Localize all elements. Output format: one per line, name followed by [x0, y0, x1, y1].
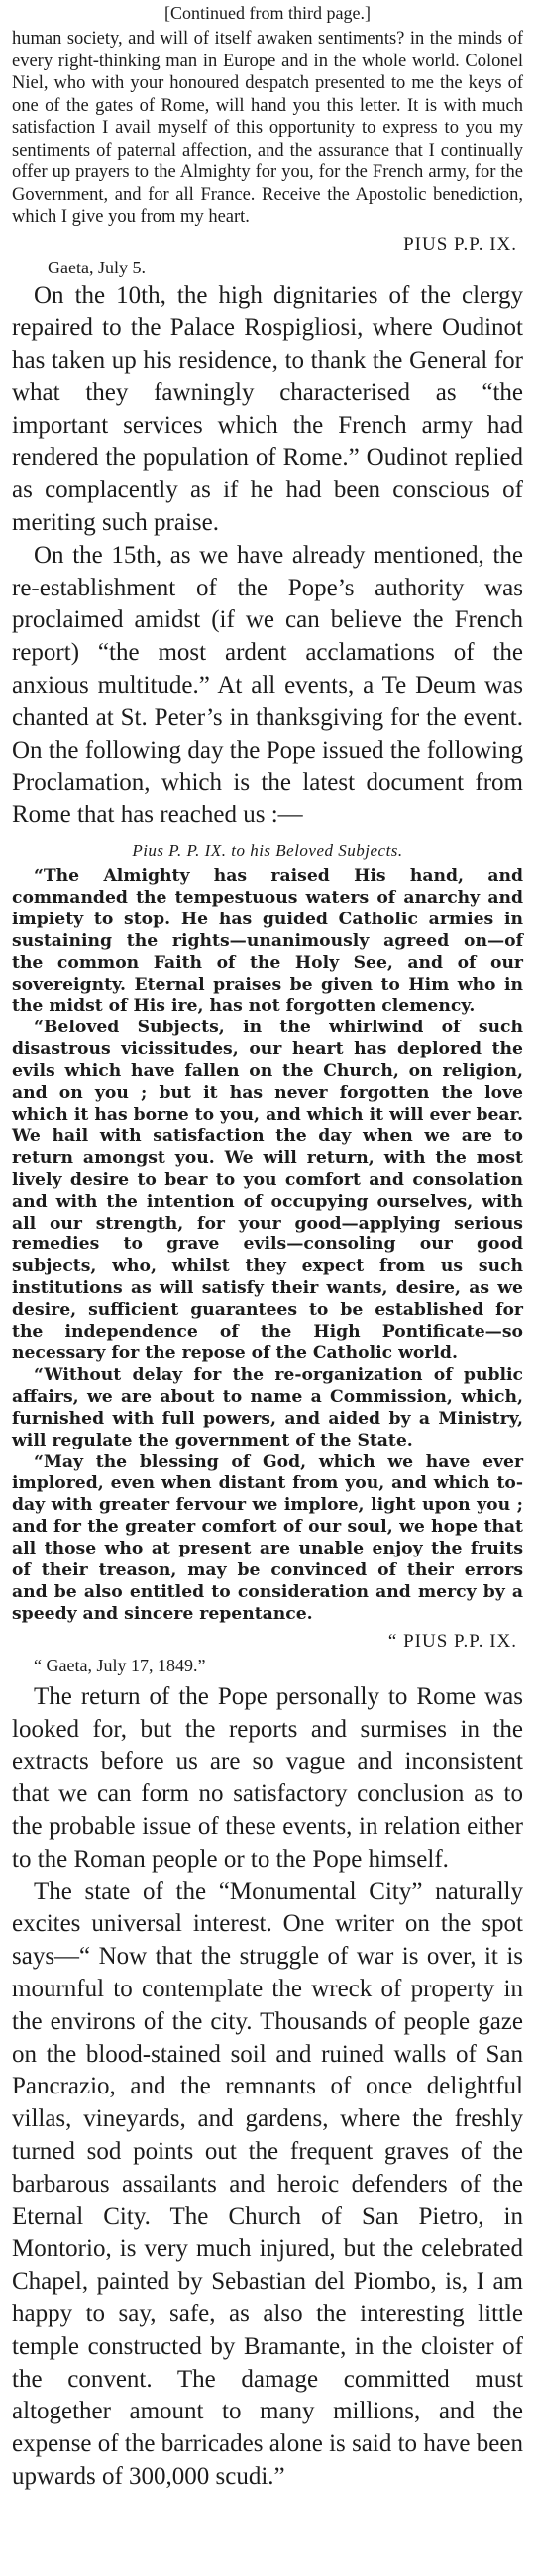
paragraph-return-of-pope: The return of the Pope personally to Rome was looked for, but the reports and surmises in the extracts before us are so vague and inconsistent that we can form no satisfactory conclusion as to the probable issue of these events, in relation either to the Roman people or to the Pope himself. [12, 1682, 523, 1873]
proclamation-dateline: “ Gaeta, July 17, 1849.” [34, 1655, 206, 1675]
proclamation-paragraph-2: “Beloved Subjects, in the whirlwind of such disastrous vicissitudes, our heart has deplored the evils which have fallen on the Church, on religion, and on you ; but it has never forgotten the love which it has borne to you, and which it will ever bear. We hail with satisfaction the day when we are to return amongst you. We will return, with the most lively desire to bear to you comfort and consolation and with the intention of occupying ourselves, with all our strength, for your good—applying serious remedies to grave evils—consoling our good subjects, who, whilst they expect from us such institutions as will satisfy their wants, desire, as we desire, sufficient guarantees to be established for the independence of the High Pontificate—so necessary for the repose of the Catholic world. [12, 1018, 523, 1363]
continuation-note: [Continued from third page.] [164, 3, 371, 23]
proclamation-paragraph-4: “May the blessing of God, which we have ever implored, even when distant from you, and which to-day with greater fervour we implore, light upon you ; and for the greater comfort of our soul, we hope that all those who at present are unable enjoy the fruits of their treason, may be convinced of their errors and be also entitled to consideration and mercy by a speedy and sincere repentance. [12, 1451, 523, 1624]
letter-closing-paragraph: human society, and will of itself awaken sentiments? in the minds of every right-thinking man in Europe and in the whole world. Colonel Niel, who with your honoured despatch presented to me the keys of one of the gates of Rome, will hand you this letter. It is with much satisfaction I avail myself of this opportunity to express to you my sentiments of paternal affection, and the assurance that I continually offer up prayers to the Almighty for you, for the French army, for the Government, and for all France. Receive the Apostolic benediction, which I give you from my heart. [12, 29, 523, 227]
proclamation-paragraph-3: “Without delay for the re-organization of public affairs, we are about to name a Commission, which, furnished with full powers, and aided by a Ministry, will regulate the government of the State. [12, 1364, 523, 1450]
paragraph-re-establishment: On the 15th, as we have already mentioned, the re-establishment of the Pope’s authority was proclaimed amidst (if we can believe the French report) “the most ardent acclamations of the anxious multitude.” At all events, a Te Deum was chanted at St. Peter’s in thanksgiving for the event. On the following day the Pope issued the following Proclamation, which is the latest document from Rome that has reached us :— [12, 541, 523, 829]
dateline-gaeta-july-5: Gaeta, July 5. [48, 257, 146, 277]
paragraph-dignitaries: On the 10th, the high dignitaries of the clergy repaired to the Palace Rospigliosi, where Oudinot has taken up his residence, to thank the General for what they fawningly characterised as “the important services which the French army had rendered the population of Rome.” Oudinot replied as complacently as if he had been conscious of meriting such praise. [12, 281, 523, 537]
proclamation-signature: “ PIUS P.P. IX. [387, 1630, 517, 1652]
proclamation-heading: Pius P. P. IX. to his Beloved Subjects. [132, 841, 403, 861]
paragraph-monumental-city: The state of the “Monumental City” naturally excites universal interest. One writer on the spot says—“ Now that the struggle of war is over, it is mournful to contemplate the wreck of property in the environs of the city. Thousands of people gaze on the blood-stained soil and ruined walls of San Pancrazio, and the remnants of once delightful villas, vineyards, and gardens, where the freshly turned sod points out the frequent graves of the barbarous assailants and heroic defenders of the Eternal City. The Church of San Pietro, in Montorio, is very much injured, but the celebrated Chapel, painted by Sebastian del Piombo, is, I am happy to say, safe, as also the interesting little temple constructed by Bramante, in the cloister of the convent. The damage committed must altogether amount to many millions, and the expense of the barricades alone is said to have been upwards of 300,000 scudi.” [12, 1878, 523, 2490]
letter-signature: PIUS P.P. IX. [403, 233, 517, 255]
newspaper-column [12, 0, 523, 2494]
proclamation-paragraph-1: “The Almighty has raised His hand, and commanded the tempestuous waters of anarchy and impiety to stop. He has guided Catholic armies in sustaining the rights—unanimously agreed on—of the common Faith of the Holy See, and of our sovereignty. Eternal praises be given to Him who in the midst of His ire, has not forgotten clemency. [12, 866, 523, 1017]
